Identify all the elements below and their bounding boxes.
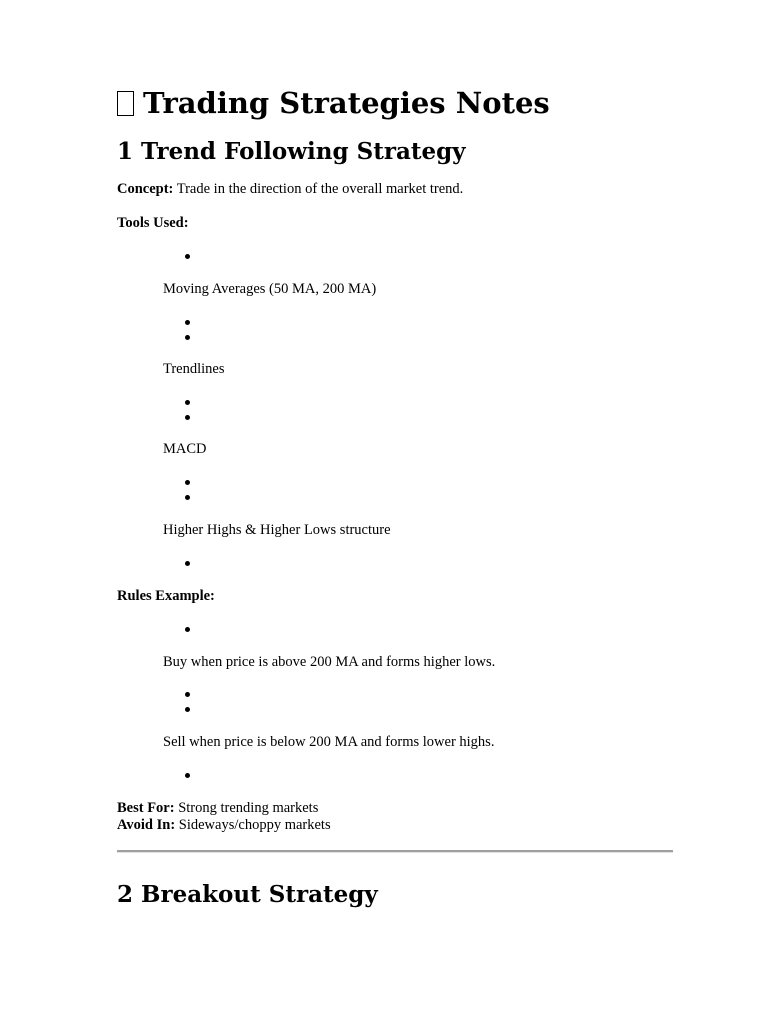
list-bullet [185, 400, 190, 405]
rule-item-sell: Sell when price is below 200 MA and forms lower highs. [163, 734, 495, 750]
best-for-label: Best For: [117, 800, 175, 816]
tool-item-structure: Higher Highs & Higher Lows structure [163, 522, 391, 538]
concept-label: Concept: [117, 181, 174, 197]
list-bullet [185, 495, 190, 500]
avoid-in-line [117, 817, 331, 834]
tool-item-moving-averages: Moving Averages (50 MA, 200 MA) [163, 281, 377, 297]
page-title-text: Trading Strategies Notes [143, 86, 550, 120]
list-bullet [185, 254, 190, 259]
page-title [117, 84, 550, 122]
tool-item-trendlines: Trendlines [163, 361, 225, 377]
list-bullet [185, 707, 190, 712]
avoid-in-text: Sideways/choppy markets [175, 817, 331, 833]
list-bullet [185, 335, 190, 340]
list-bullet [185, 320, 190, 325]
tools-used-label: Tools Used: [117, 215, 189, 231]
list-bullet [185, 561, 190, 566]
missing-glyph-icon [117, 91, 134, 116]
rules-example-label: Rules Example: [117, 588, 215, 604]
list-bullet [185, 773, 190, 778]
best-for-line [117, 800, 318, 817]
section-heading-trend-following: 1 Trend Following Strategy [117, 138, 466, 165]
tool-item-macd: MACD [163, 441, 207, 457]
rule-item-buy: Buy when price is above 200 MA and forms higher lows. [163, 654, 496, 670]
list-bullet [185, 480, 190, 485]
list-bullet [185, 692, 190, 697]
horizontal-divider [117, 850, 673, 853]
concept-line [117, 181, 463, 198]
list-bullet [185, 627, 190, 632]
concept-text: Trade in the direction of the overall market trend. [173, 181, 464, 197]
section-heading-breakout: 2 Breakout Strategy [117, 881, 378, 908]
best-for-text: Strong trending markets [174, 800, 319, 816]
list-bullet [185, 415, 190, 420]
avoid-in-label: Avoid In: [117, 817, 176, 833]
